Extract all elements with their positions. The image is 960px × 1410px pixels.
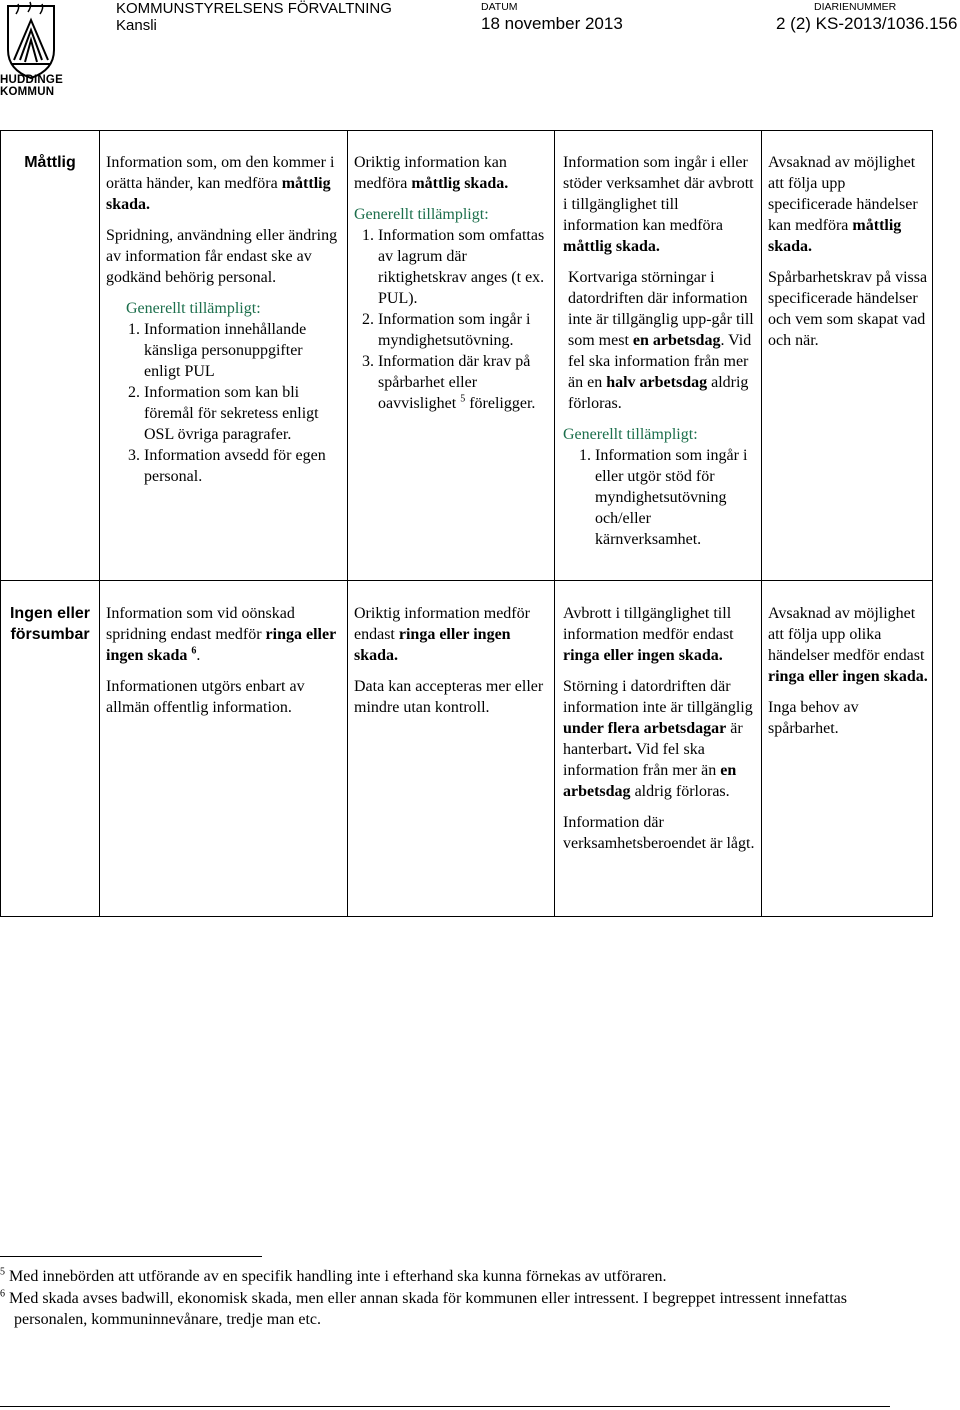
cell-text: Vid fel ska information från mer än (563, 741, 717, 779)
cell-text: Oriktig information kan medföra (354, 154, 507, 192)
diarienummer-label: DIARIENUMMER (814, 1, 897, 13)
cell-text: är hanterbart (563, 720, 743, 758)
cell-mattlig-integrity (354, 152, 549, 414)
cell-forsumbar-confidentiality (106, 603, 342, 728)
list-item: 3. Information avsedd för egen personal. (144, 445, 342, 487)
cell-text: Information som, om den kommer i orätta händer, kan medföra (106, 154, 335, 192)
cell-forsumbar-availability (563, 603, 758, 864)
cell-text-bold: ringa eller ingen skada. (563, 647, 723, 664)
cell-text-bold: halv arbetsdag (606, 374, 708, 391)
cell-text: Informationen utgörs enbart av allmän offentlig information. (106, 678, 305, 716)
footnote-text: Med innebörden att utförande av en specifik handling inte i efterhand ska kunna förnekas av utföraren. (9, 1268, 667, 1285)
cell-forsumbar-integrity (354, 603, 549, 728)
list-item: 2. Information som kan bli föremål för sekretess enligt OSL övriga paragrafer. (144, 382, 342, 445)
cell-text-bold: måttlig skada. (768, 217, 902, 255)
general-applicable-heading: Generellt tillämpligt: (126, 300, 261, 317)
cell-text: Avsaknad av möjlighet att följa upp olika händelser medför endast (768, 605, 925, 664)
footnote-text: Med skada avses badwill, ekonomisk skada, men eller annan skada för kommunen eller intressent. I begreppet intressent innefattas personalen, kommuninnevånare, tredje man etc. (9, 1290, 847, 1328)
cell-mattlig-confidentiality (106, 152, 342, 487)
logo-text: HUDDINGE KOMMUN (0, 74, 63, 98)
cell-mattlig-traceability (768, 152, 928, 361)
cell-text: Information som vid oönskad spridning endast medför (106, 605, 295, 643)
organization-name: KOMMUNSTYRELSENS FÖRVALTNING (116, 0, 392, 17)
table-col-divider (554, 130, 555, 917)
cell-text: Spridning, användning eller ändring av information får endast ske av godkänd behörig personal. (106, 227, 338, 286)
cell-text-bold: en arbetsdag (563, 762, 737, 800)
cell-text: Information som ingår i eller stöder verksamhet där avbrott i tillgänglighet till information kan medföra (563, 154, 754, 234)
list-item: 1. Information som omfattas av lagrum där riktighetskrav anges (t ex. PUL). (378, 225, 549, 309)
date-label: DATUM (481, 1, 518, 13)
footnote-number: 5 (0, 1266, 5, 1278)
list-item: 2. Information som ingår i myndighetsutövning. (378, 309, 549, 351)
cell-text-bold: . (627, 741, 632, 758)
table-row-divider (0, 580, 933, 581)
footnote-ref: 5 (460, 393, 466, 405)
footnote-ref: 6 (191, 645, 197, 657)
cell-text: . (196, 647, 201, 664)
table-border-bottom (0, 916, 933, 917)
cell-text: . Vid fel ska information från mer än en (568, 332, 752, 391)
list-item: 1. Information som ingår i eller utgör stöd för myndighetsutövning och/eller kärnverksamhet. (595, 445, 758, 550)
cell-text-bold: under flera arbetsdagar (563, 720, 727, 737)
cell-text: Data kan accepteras mer eller mindre utan kontroll. (354, 678, 544, 716)
list-item (378, 351, 549, 414)
list-item-text: Information där krav på spårbarhet eller oavvislighet (378, 353, 531, 412)
cell-text: Störning i datordriften där information inte är tillgänglig (563, 678, 753, 716)
table-col-divider (99, 130, 100, 917)
cell-text: aldrig förloras. (634, 783, 730, 800)
table-border-top (0, 130, 933, 131)
table-col-divider (761, 130, 762, 917)
list-item-text: föreligger. (465, 395, 536, 412)
document-date: 18 november 2013 (481, 14, 623, 33)
page-bottom-rule (0, 1406, 890, 1407)
cell-text: Kortvariga störningar i datordriften där information inte är tillgänglig upp-går till som mest (568, 269, 754, 349)
cell-mattlig-availability (563, 152, 758, 550)
department-name: Kansli (116, 17, 157, 34)
footnote-6 (0, 1288, 914, 1330)
footnote-5 (0, 1266, 940, 1287)
general-applicable-heading: Generellt tillämpligt: (354, 206, 489, 223)
footnote-separator (0, 1256, 262, 1257)
cell-text: Information där verksamhetsberoendet är lågt. (563, 814, 755, 852)
table-col-divider (347, 130, 348, 917)
table-border-left (0, 130, 1, 917)
cell-text-bold: ringa eller ingen skada. (354, 626, 511, 664)
row-label-ingen-eller-forsumbar: Ingen eller försumbar (9, 605, 91, 643)
table-border-right (932, 130, 933, 917)
cell-forsumbar-traceability (768, 603, 928, 749)
page-and-reference: 2 (2) KS-2013/1036.156 (776, 14, 958, 33)
cell-text: Inga behov av spårbarhet. (768, 699, 859, 737)
cell-text-bold: måttlig skada. (106, 175, 331, 213)
cell-text: Avsaknad av möjlighet att följa upp specificerade händelser kan medföra (768, 154, 918, 234)
list-item: 1. Information innehållande känsliga personuppgifter enligt PUL (144, 319, 342, 382)
cell-text-bold: en arbetsdag (632, 332, 721, 349)
row-label-mattlig: Måttlig (24, 154, 76, 171)
cell-text-bold: ringa eller ingen skada (106, 626, 336, 664)
cell-text: Avbrott i tillgänglighet till information medför endast (563, 605, 734, 643)
cell-text-bold: måttlig skada. (411, 175, 509, 192)
footnote-number: 6 (0, 1288, 5, 1300)
general-applicable-heading: Generellt tillämpligt: (563, 426, 698, 443)
cell-text-bold: måttlig skada. (563, 238, 660, 255)
cell-text: aldrig förloras. (568, 374, 749, 412)
cell-text-bold: ringa eller ingen skada. (768, 668, 928, 685)
cell-text: Spårbarhetskrav på vissa specificerade händelser och vem som skapat vad och när. (768, 269, 928, 349)
cell-text: Oriktig information medför endast (354, 605, 530, 643)
